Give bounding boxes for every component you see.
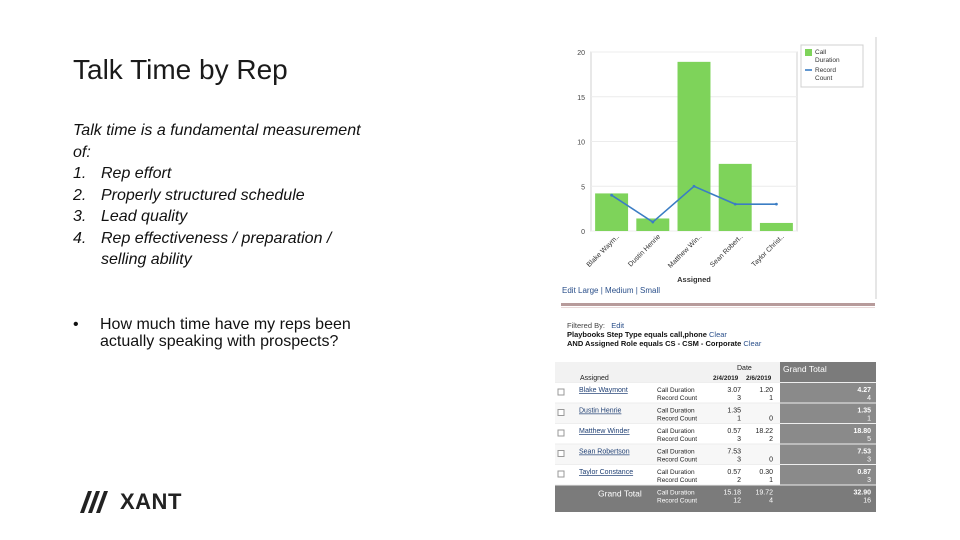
section-divider [561,303,875,306]
total-cell: 4 [867,395,871,402]
grand-value-cell: 12 [733,497,741,505]
list-text: Rep effort [101,165,172,182]
value-cell: 1.35 [727,407,741,415]
grand-total-cell: 16 [863,497,871,505]
list-number: 3. [73,208,87,225]
metric-label: Call Duration [657,448,695,456]
date-column-header: 2/6/2019 [746,375,772,382]
point-record-count [693,185,696,188]
value-cell: 1 [769,477,773,484]
total-cell: 0.87 [857,469,871,476]
filters-edit-link[interactable]: Edit [611,321,625,330]
point-record-count [651,221,654,224]
row-checkbox[interactable] [558,471,564,477]
metric-label: Call Duration [657,428,695,435]
date-column-header: 2/4/2019 [713,375,739,382]
total-cell: 5 [867,436,871,443]
date-header: Date [737,365,752,372]
logo-wordmark: XANT [120,489,182,514]
value-cell: 0.30 [759,469,773,476]
grand-value-cell: 4 [769,497,773,505]
y-tick-label: 10 [577,139,585,147]
row-checkbox[interactable] [558,410,564,416]
list-text: Properly structured schedule [101,186,305,204]
bar-call-duration[interactable] [678,62,711,231]
point-record-count [610,194,613,197]
chart-size-links: Edit Large | Medium | Small [562,286,661,295]
value-cell: 0 [769,415,773,423]
list-item [73,228,373,271]
total-cell: 1 [867,415,871,423]
intro-lead: Talk time is a fundamental measurement of: [73,122,361,161]
y-tick-label: 15 [577,94,585,102]
filter-clear-link[interactable]: Clear [743,339,762,348]
filter-clear-link[interactable]: Clear [709,330,727,339]
filter-step-type: Playbooks Step Type equals call,phone [567,330,707,339]
intro-block [73,120,373,271]
chart-canvas [561,37,875,287]
point-record-count [775,203,778,206]
filter-line-1 [567,330,867,339]
rep-name-link[interactable]: Taylor Constance [579,469,634,476]
talk-time-list [73,163,373,271]
x-tick-label: Taylor Christ.. [750,233,786,269]
value-cell: 1 [737,415,741,423]
row-checkbox[interactable] [558,451,564,457]
bullet-text: How much time have my reps been actually speaking with prospects? [100,316,351,350]
metric-label: Record Count [657,436,698,443]
total-cell: 3 [867,456,871,464]
filter-line-2 [567,339,867,348]
filters-header [567,321,867,330]
metric-label: Call Duration [657,387,695,394]
list-item [73,185,373,207]
bullet-mark: • [73,316,79,333]
total-cell: 3 [867,477,871,484]
metric-label: Record Count [657,477,698,484]
legend-label: Call [815,49,827,56]
value-cell: 18.22 [755,428,773,435]
metric-label: Call Duration [657,489,695,497]
question-bullet [73,317,363,350]
legend-label: Duration [815,57,840,64]
small-link[interactable]: Small [640,286,661,295]
x-tick-label: Dustin Henrie [627,233,663,269]
report-filters [567,321,867,348]
value-cell: 0 [769,456,773,464]
x-tick-label: Matthew Win.. [667,233,704,270]
list-item [73,206,373,228]
rep-name-link[interactable]: Sean Robertson [579,448,630,456]
y-tick-label: 20 [577,50,585,57]
metric-label: Call Duration [657,407,695,415]
total-cell: 7.53 [857,448,871,456]
section-divider-shadow [561,307,875,308]
metric-label: Record Count [657,456,698,464]
bar-call-duration[interactable] [760,223,793,231]
list-number: 1. [73,165,87,182]
metric-label: Call Duration [657,469,695,476]
talk-time-chart [561,37,877,299]
xant-logo-icon [80,491,114,513]
y-tick-label: 0 [581,229,585,236]
value-cell: 1 [769,395,773,402]
list-text: Lead quality [101,208,188,225]
metric-label: Record Count [657,497,698,505]
filter-role: AND Assigned Role equals CS - CSM - Corporate [567,339,742,348]
metric-label: Record Count [657,395,698,402]
bar-call-duration[interactable] [636,218,669,231]
medium-link[interactable]: Medium [605,286,634,295]
grand-value-cell: 19.72 [755,489,773,497]
rep-name-link[interactable]: Matthew Winder [579,428,630,435]
large-link[interactable]: Large [578,286,599,295]
total-cell: 1.35 [857,407,871,415]
bar-call-duration[interactable] [595,193,628,231]
filtered-by-label: Filtered By: [567,321,605,330]
grand-total-header: Grand Total [783,364,827,374]
value-cell: 2 [737,477,741,484]
list-number: 2. [73,186,87,204]
total-cell: 4.27 [857,387,871,394]
list-number: 4. [73,229,87,247]
value-cell: 3 [737,456,741,464]
value-cell: 1.20 [759,387,773,394]
legend-label: Record [815,67,836,74]
value-cell: 7.53 [727,448,741,456]
legend-swatch-bar [805,49,812,56]
rep-name-link[interactable]: Blake Waymont [579,387,628,394]
assigned-header: Assigned [580,375,609,382]
metric-label: Record Count [657,415,698,423]
grand-total-cell: 32.90 [853,489,871,497]
summary-report-table [555,362,876,512]
x-tick-label: Blake Waym.. [585,233,622,269]
bar-call-duration[interactable] [719,164,752,231]
value-cell: 3 [737,395,741,402]
list-text: Rep effectiveness / preparation / selling ability [101,229,332,268]
row-checkbox[interactable] [558,389,564,395]
value-cell: 2 [769,436,773,443]
value-cell: 3.07 [727,387,741,394]
legend-label: Count [815,75,833,82]
list-item [73,163,373,185]
grand-value-cell: 15.18 [723,489,741,497]
point-record-count [734,203,737,206]
rep-name-link[interactable]: Dustin Henrie [579,407,622,415]
x-tick-label: Sean Robert.. [709,233,745,269]
total-cell: 18.80 [853,428,871,435]
edit-link[interactable]: Edit [562,286,576,295]
value-cell: 0.57 [727,428,741,435]
value-cell: 3 [737,436,741,443]
value-cell: 0.57 [727,469,741,476]
grand-total-label: Grand Total [598,488,642,499]
x-axis-title: Assigned [677,275,711,284]
slide-title: Talk Time by Rep [73,54,288,85]
y-tick-label: 5 [581,184,585,192]
xant-logo [80,488,182,516]
row-checkbox[interactable] [558,430,564,436]
